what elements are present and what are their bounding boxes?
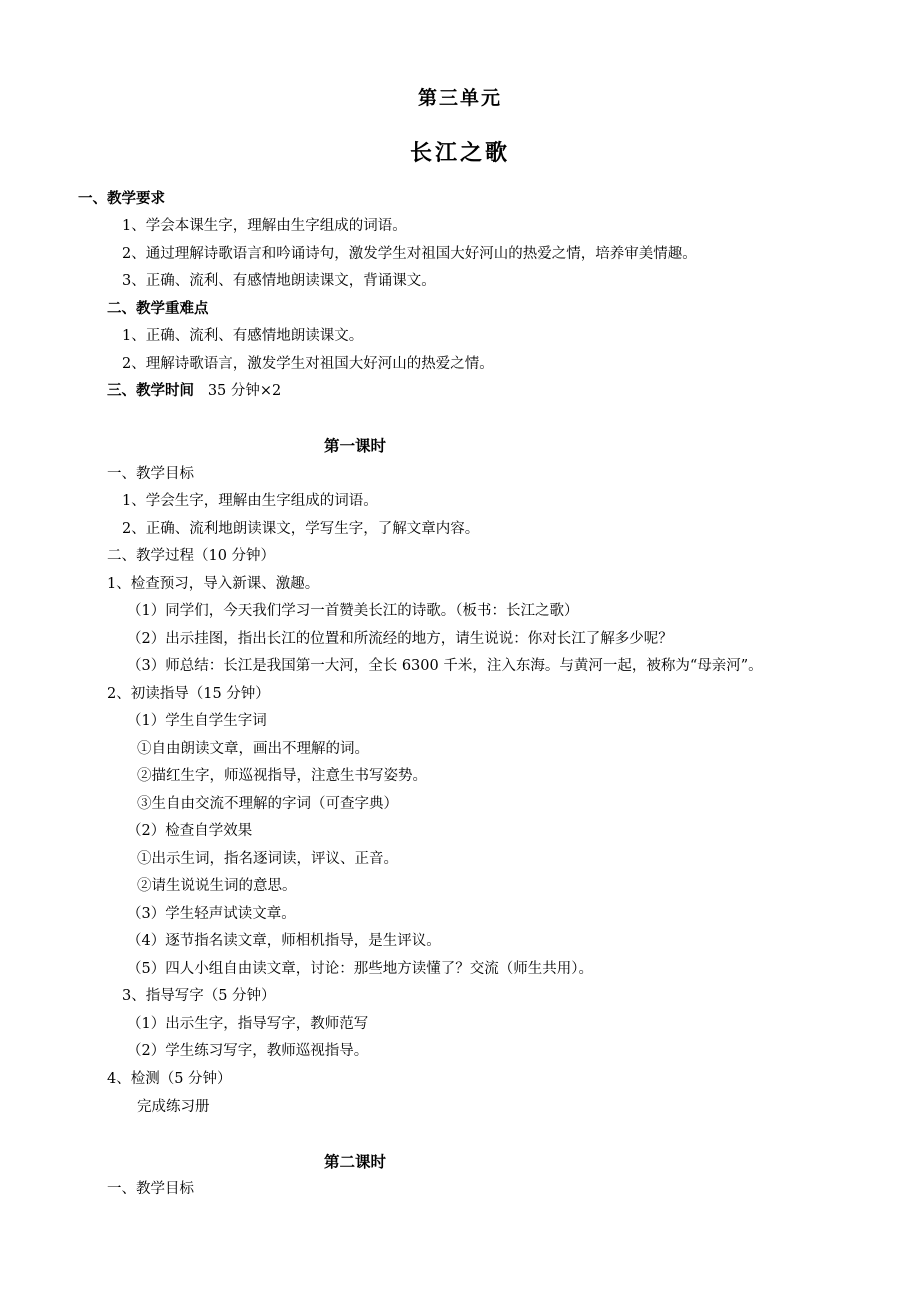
step2-sub2: （2）检查自学效果	[127, 823, 253, 839]
step2-sub3: （3）学生轻声试读文章。	[127, 906, 296, 922]
lesson1-title: 第一课时	[323, 436, 386, 455]
step4-heading: 4、检测（5 分钟）	[107, 1071, 232, 1087]
step1-item: （2）出示挂图，指出长江的位置和所流经的地方，请生说说：你对长江了解多少呢？	[127, 631, 673, 647]
lesson-title: 长江之歌	[409, 140, 510, 166]
requirements-heading: 一、教学要求	[78, 190, 165, 207]
time-value: 35 分钟×2	[207, 383, 282, 399]
step3-heading: 3、指导写字（5 分钟）	[122, 988, 276, 1004]
step2-sub2-item: ①出示生词，指名逐词读，评议、正音。	[137, 851, 398, 867]
requirement-item: 3、正确、流利、有感情地朗读课文，背诵课文。	[122, 273, 436, 289]
difficulties-heading: 二、教学重难点	[107, 300, 209, 317]
difficulty-item: 2、理解诗歌语言，激发学生对祖国大好河山的热爱之情。	[122, 356, 494, 372]
requirement-item: 2、通过理解诗歌语言和吟诵诗句，激发学生对祖国大好河山的热爱之情，培养审美情趣。	[122, 246, 697, 262]
step3-item: （2）学生练习写字，教师巡视指导。	[127, 1043, 369, 1059]
lesson2-objectives-heading: 一、教学目标	[107, 1181, 194, 1197]
step2-heading: 2、初读指导（15 分钟）	[107, 686, 270, 702]
step2-sub1: （1）学生自学生字词	[127, 713, 267, 729]
time-heading: 三、教学时间	[107, 382, 194, 399]
step2-sub1-item: ①自由朗读文章，画出不理解的词。	[137, 741, 369, 757]
lesson2-title: 第二课时	[323, 1152, 386, 1171]
step2-sub4: （4）逐节指名读文章，师相机指导，是生评议。	[127, 933, 441, 949]
step1-item: （1）同学们，今天我们学习一首赞美长江的诗歌。（板书：长江之歌）	[127, 603, 579, 619]
step2-sub1-item: ②描红生字，师巡视指导，注意生书写姿势。	[137, 768, 427, 784]
step1-heading: 1、检查预习，导入新课、激趣。	[107, 576, 320, 592]
step2-sub2-item: ②请生说说生词的意思。	[137, 878, 297, 894]
step4-item: 完成练习册	[137, 1099, 210, 1115]
lesson1-objectives-heading: 一、教学目标	[107, 466, 194, 482]
lesson1-objective: 1、学会生字，理解由生字组成的词语。	[122, 493, 378, 509]
lesson1-objective: 2、正确、流利地朗读课文，学写生字，了解文章内容。	[122, 521, 480, 537]
step2-sub5: （5）四人小组自由读文章，讨论：那些地方读懂了？交流（师生共用）。	[127, 961, 593, 977]
unit-heading: 第三单元	[417, 87, 502, 109]
step2-sub1-item: ③生自由交流不理解的字词（可查字典）	[137, 796, 398, 812]
difficulty-item: 1、正确、流利、有感情地朗读课文。	[122, 328, 364, 344]
step1-item: （3）师总结：长江是我国第一大河，全长 6300 千米，注入东海。与黄河一起，被称为“母亲河”。	[127, 658, 763, 674]
time-row	[107, 381, 281, 401]
lesson1-process-heading: 二、教学过程（10 分钟）	[107, 548, 276, 564]
step3-item: （1）出示生字，指导写字，教师范写	[127, 1016, 369, 1032]
requirement-item: 1、学会本课生字，理解由生字组成的词语。	[122, 218, 407, 234]
